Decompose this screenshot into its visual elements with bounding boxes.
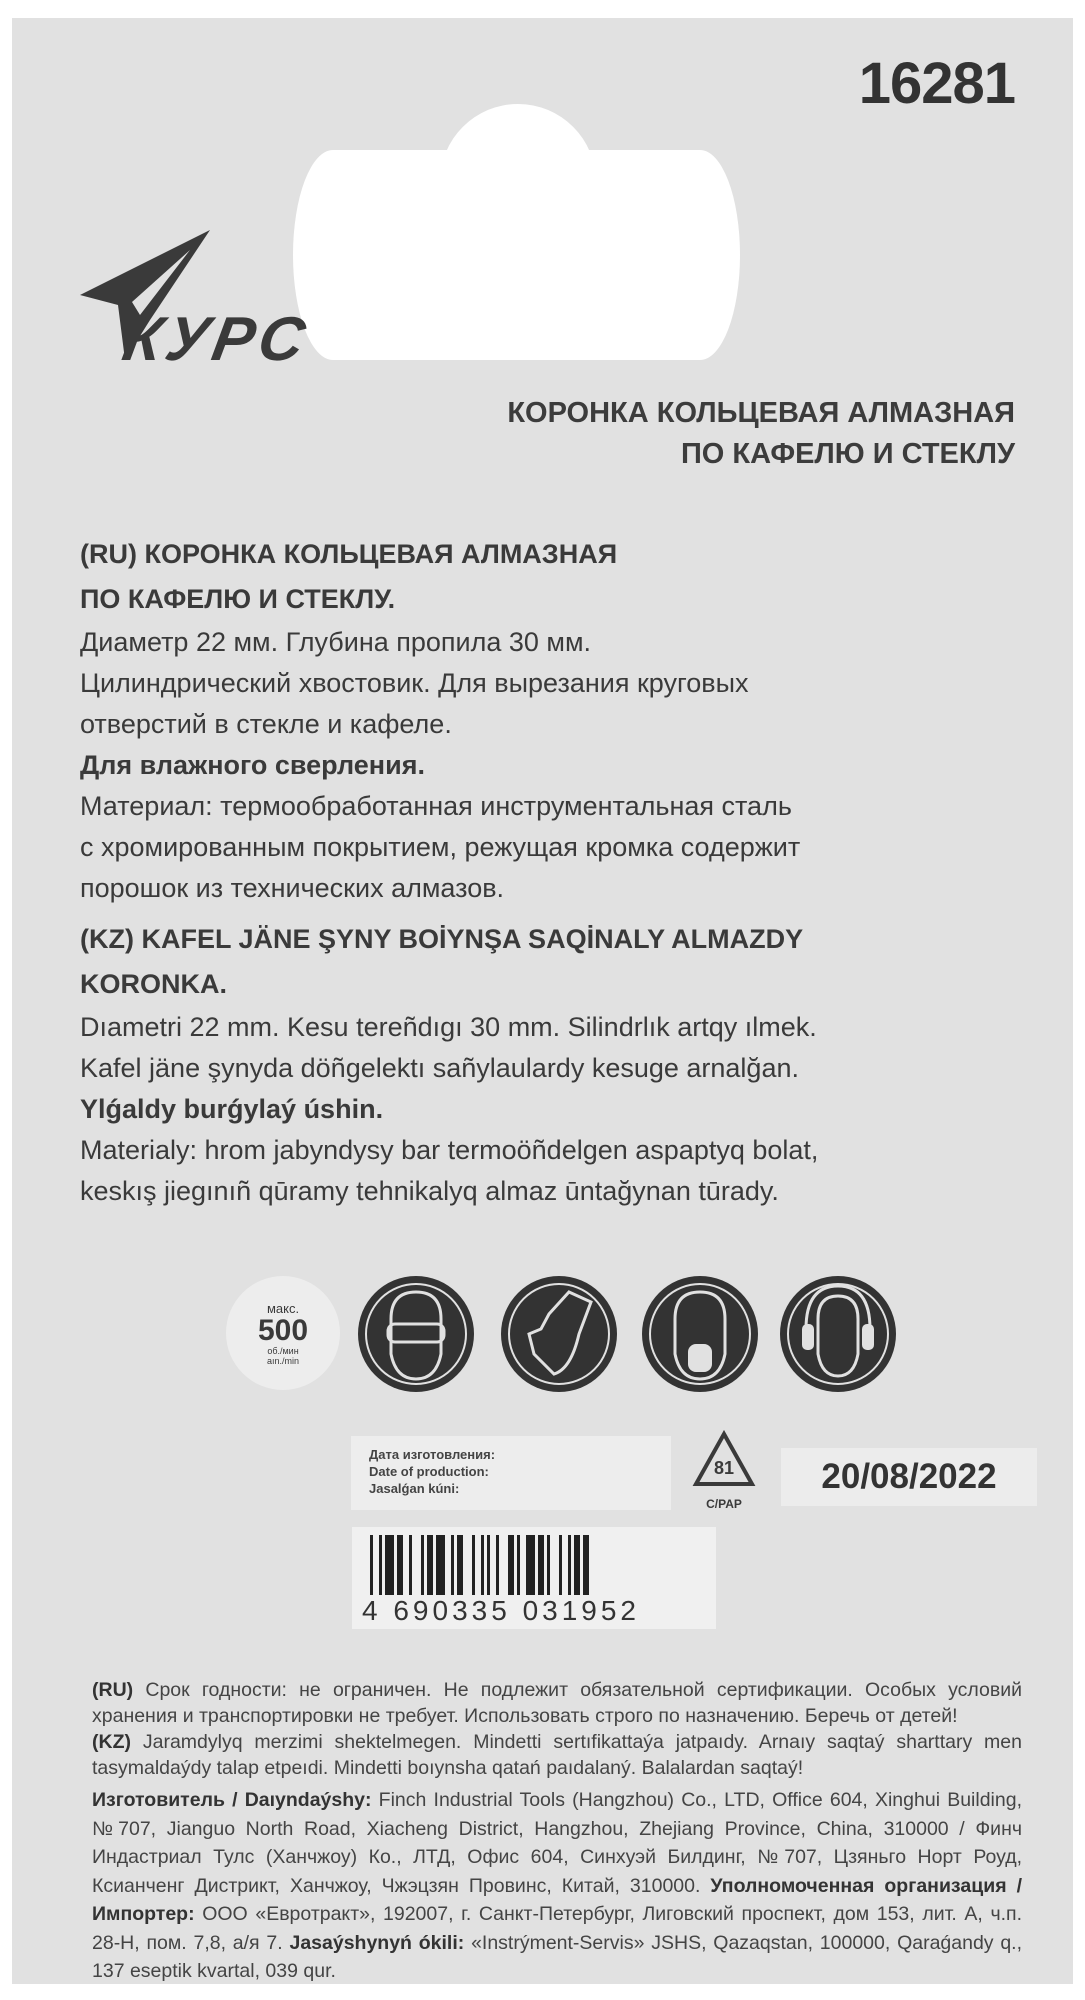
- rpm-unit-ru: об./мин: [267, 1346, 299, 1356]
- kz-desc-line: Kafel jäne şynyda döñgelektı sañylaulardy kesuge arnalğan.: [80, 1053, 799, 1083]
- max-rpm-badge: [226, 1276, 340, 1390]
- kz-material-line: keskış jiegınıñ qūramy tehnikalyq almaz ūntağynan tūrady.: [80, 1176, 779, 1206]
- kz-material-line: Materialy: hrom jabyndysy bar termoöñdelgen aspaptyq bolat,: [80, 1135, 819, 1165]
- recycle-material: C/PAP: [706, 1497, 742, 1511]
- icon-row: [0, 1270, 1085, 1400]
- kz-wet-drilling: Ylǵaldy burǵylaý úshin.: [80, 1094, 384, 1124]
- rpm-value: 500: [257, 1314, 309, 1347]
- svg-text:КУРС: КУРС: [117, 304, 311, 370]
- importer-label: Уполномоченная организация / Импортер:: [92, 1874, 1022, 1925]
- kz-rep-label: Jasaýshynyń ókili:: [289, 1931, 465, 1954]
- production-date-label: [351, 1436, 671, 1510]
- barcode-number: 4 690335 031952: [362, 1595, 640, 1626]
- manufacturer-info: [92, 1786, 1022, 1986]
- date-label-kz: Jasalǵan kúni:: [369, 1481, 460, 1496]
- recycle-code: 81: [713, 1458, 735, 1478]
- kz-storage-text: Jaramdylyq merzimi shektelmegen. Mindetti sertıfikattaýa jatpaıdy. Arnaıy saqtaý sharttary men tasymaldaýdy talap etpeıdi. Mindetti boıynsha qatań paıdalaný. Balalardan saqtaý!: [92, 1731, 1022, 1779]
- rpm-max-label: макс.: [266, 1301, 300, 1316]
- fine-print-ru: [92, 1678, 1022, 1729]
- gloves-icon: [499, 1274, 619, 1394]
- ru-storage-text: Срок годности: не ограничен. Не подлежит обязательной сертификации. Особых условий хранения и транспортировки не требует. Использовать строго по назначению. Беречь от детей!: [92, 1679, 1022, 1727]
- respirator-icon: [640, 1274, 760, 1394]
- ru-wet-drilling: Для влажного сверления.: [80, 750, 425, 780]
- ru-desc-line: Диаметр 22 мм. Глубина пропила 30 мм.: [80, 627, 592, 657]
- sku-number: 16281: [858, 51, 1015, 116]
- maker-label: Изготовитель / Daıyndaýshy:: [92, 1789, 372, 1811]
- ear-protection-icon: [778, 1274, 898, 1394]
- barcode: [352, 1527, 716, 1629]
- title-line: ПО КАФЕЛЮ И СТЕКЛУ: [680, 438, 1015, 470]
- brand-logo: [80, 220, 350, 375]
- kz-label: (KZ): [92, 1731, 131, 1753]
- ru-heading: ПО КАФЕЛЮ И СТЕКЛУ.: [80, 584, 396, 614]
- ru-material-line: Материал: термообработанная инструментальная сталь: [80, 791, 792, 821]
- kz-heading: KORONKA.: [80, 969, 227, 999]
- description: [80, 532, 1040, 1212]
- hang-hole-slot: [293, 150, 740, 360]
- ru-desc-line: отверстий в стекле и кафеле.: [80, 709, 452, 739]
- maker-text: Finch Industrial Tools (Hangzhou) Co., LTD, Office 604, Xinghui Building, №707, Jianguo North Road, Xiacheng District, Hangzhou, Zhejiang Province, China, 310000 / Финч Индастриал Тулс (Ханчжоу) Ко., ЛТД, Офис 604, Синхуэй Билдинг, №707, Цзяньго Норт Роуд, Ксианченг Дистрикт, Ханчжоу, Чжэцзян Провинс, Китай, 310000.: [92, 1789, 1022, 1897]
- kz-rep-text: «Instrýment-Servis» JSHS, Qazaqstan, 100000, Qaraǵandy q., 137 eseptik kvartal, 039 qur.: [92, 1931, 1023, 1982]
- recycle-icon: [690, 1430, 758, 1510]
- ru-material-line: порошок из технических алмазов.: [80, 873, 505, 903]
- kz-heading: (KZ) KAFEL JÄNE ŞYNY BOİYNŞA SAQİNALY ALMAZDY: [80, 924, 804, 954]
- production-date: 20/08/2022: [781, 1448, 1037, 1506]
- importer-text: ООО «Евротракт», 192007, г. Санкт-Петербург, Лиговский проспект, дом 153, лит. А, ч.п. 28-Н, пом. 7,8, а/я 7.: [92, 1903, 1022, 1954]
- ru-material-line: с хромированным покрытием, режущая кромка содержит: [80, 832, 801, 862]
- kz-desc-line: Dıametri 22 mm. Kesu tereñdıgı 30 mm. Silindrlık artqy ılmek.: [80, 1012, 817, 1042]
- date-label-en: Date of production:: [369, 1464, 489, 1479]
- fine-print-kz: [92, 1730, 1022, 1781]
- date-label-ru: Дата изготовления:: [369, 1447, 496, 1462]
- ru-label: (RU): [92, 1679, 134, 1701]
- goggles-icon: [356, 1274, 476, 1394]
- ru-heading: (RU) КОРОНКА КОЛЬЦЕВАЯ АЛМАЗНАЯ: [80, 539, 618, 569]
- product-title: [507, 393, 1015, 475]
- title-line: КОРОНКА КОЛЬЦЕВАЯ АЛМАЗНАЯ: [507, 397, 1015, 429]
- rpm-unit-kz: aın./min: [266, 1356, 299, 1366]
- ru-desc-line: Цилиндрический хвостовик. Для вырезания круговых: [80, 668, 749, 698]
